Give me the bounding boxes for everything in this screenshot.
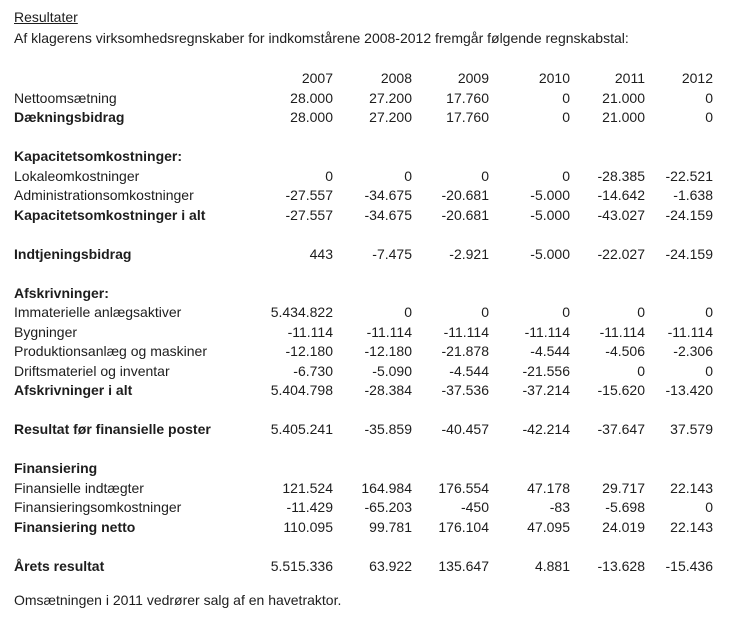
cell-value: 37.579 xyxy=(670,421,713,437)
spacer-cell xyxy=(14,401,713,421)
cell-value xyxy=(412,147,489,167)
cell-value: 0 xyxy=(637,304,645,320)
table-row xyxy=(14,381,713,401)
year-header: 2010 xyxy=(538,70,570,86)
row-label: Kapacitetsomkostninger: xyxy=(14,148,183,164)
spacer-row xyxy=(14,440,713,460)
label-column-header xyxy=(14,69,254,89)
cell-value: -34.675 xyxy=(364,206,412,223)
table-row xyxy=(14,206,713,226)
footnote-text: Omsætningen i 2011 vedrører salg af en havetraktor. xyxy=(14,592,342,608)
table-row xyxy=(14,147,713,167)
table-body xyxy=(14,89,713,577)
cell-value: 0 xyxy=(404,167,412,184)
cell-value xyxy=(645,147,713,167)
cell-value: 0 xyxy=(705,362,713,379)
table-row xyxy=(14,284,713,304)
cell-value xyxy=(489,147,570,167)
row-label: Dækningsbidrag xyxy=(14,109,125,125)
table-row xyxy=(14,557,713,577)
cell-value: 22.143 xyxy=(670,518,713,535)
cell-value xyxy=(412,459,489,479)
cell-value: 110.095 xyxy=(283,518,333,535)
row-label: Afskrivninger i alt xyxy=(14,382,133,398)
cell-value: 0 xyxy=(481,167,489,184)
cell-value xyxy=(570,284,645,304)
cell-value: -22.027 xyxy=(597,245,645,262)
cell-value: -21.878 xyxy=(441,343,489,359)
cell-value: 21.000 xyxy=(602,89,645,106)
table-row xyxy=(14,323,713,343)
cell-value: -11.114 xyxy=(599,323,645,340)
table-row xyxy=(14,498,713,518)
table-row xyxy=(14,459,713,479)
year-header: 2009 xyxy=(457,70,489,86)
spacer-cell xyxy=(14,264,713,284)
cell-value: -11.114 xyxy=(366,323,412,340)
row-label: Kapacitetsomkostninger i alt xyxy=(14,206,206,223)
cell-value: -28.385 xyxy=(597,167,645,184)
cell-value: -2.306 xyxy=(673,343,713,359)
cell-value: -12.180 xyxy=(364,343,412,359)
cell-value: -7.475 xyxy=(372,245,412,262)
cell-value: 99.781 xyxy=(369,518,412,535)
cell-value: 27.200 xyxy=(369,89,412,106)
cell-value: 0 xyxy=(562,89,570,106)
cell-value: -21.556 xyxy=(522,362,570,379)
cell-value: -13.420 xyxy=(665,382,713,398)
cell-value: -5.000 xyxy=(530,187,570,203)
cell-value: -35.859 xyxy=(364,421,412,437)
year-header: 2008 xyxy=(380,70,412,86)
cell-value: -37.536 xyxy=(441,382,489,398)
cell-value: -13.628 xyxy=(597,557,645,574)
cell-value: 0 xyxy=(705,109,713,125)
cell-value: -40.457 xyxy=(441,421,489,437)
cell-value: -11.114 xyxy=(524,323,570,340)
cell-value: -14.642 xyxy=(597,187,645,203)
spacer-row xyxy=(14,264,713,284)
cell-value: 47.178 xyxy=(527,479,570,496)
row-label: Resultat før finansielle poster xyxy=(14,421,211,437)
cell-value: 0 xyxy=(562,304,570,320)
spacer-cell xyxy=(14,440,713,460)
cell-value: 21.000 xyxy=(602,109,645,125)
cell-value: -11.114 xyxy=(667,323,713,340)
cell-value: -4.506 xyxy=(605,343,645,359)
row-label: Lokaleomkostninger xyxy=(14,167,140,184)
cell-value xyxy=(489,284,570,304)
cell-value: 121.524 xyxy=(282,479,333,496)
row-label: Afskrivninger: xyxy=(14,284,109,301)
table-row xyxy=(14,89,713,109)
cell-value xyxy=(645,284,713,304)
cell-value: 443 xyxy=(309,245,333,262)
row-label: Finansiering xyxy=(14,460,98,476)
cell-value: -6.730 xyxy=(293,362,333,379)
row-label: Finansiering netto xyxy=(14,518,136,535)
page-title: Resultater xyxy=(14,9,78,25)
table-row xyxy=(14,362,713,382)
cell-value: -450 xyxy=(460,499,489,515)
cell-value xyxy=(333,459,412,479)
cell-value xyxy=(254,147,333,167)
cell-value: 29.717 xyxy=(602,479,645,496)
cell-value: -5.090 xyxy=(372,362,412,379)
cell-value: -27.557 xyxy=(285,206,333,223)
cell-value xyxy=(570,459,645,479)
cell-value xyxy=(254,459,333,479)
cell-value: -20.681 xyxy=(441,206,489,223)
cell-value xyxy=(489,459,570,479)
cell-value: 0 xyxy=(705,499,713,515)
cell-value: -11.114 xyxy=(287,323,333,340)
cell-value: 164.984 xyxy=(361,479,412,496)
table-row xyxy=(14,167,713,187)
cell-value: -5.000 xyxy=(530,206,570,223)
row-label: Administrationsomkostninger xyxy=(14,187,194,203)
cell-value: -11.429 xyxy=(286,499,333,515)
cell-value xyxy=(333,147,412,167)
cell-value: 27.200 xyxy=(369,109,412,125)
year-header: 2012 xyxy=(681,70,713,86)
cell-value: 5.405.241 xyxy=(270,421,333,437)
cell-value: 4.881 xyxy=(534,557,570,574)
cell-value: -12.180 xyxy=(285,343,333,359)
cell-value: 0 xyxy=(404,304,412,320)
cell-value: 0 xyxy=(562,109,570,125)
cell-value: -5.698 xyxy=(605,499,645,515)
cell-value: -20.681 xyxy=(441,187,489,203)
cell-value: 135.647 xyxy=(438,557,489,574)
cell-value: -24.159 xyxy=(665,245,713,262)
cell-value: 22.143 xyxy=(670,479,713,496)
table-row xyxy=(14,479,713,499)
spacer-row xyxy=(14,401,713,421)
spacer-cell xyxy=(14,225,713,245)
row-label: Indtjeningsbidrag xyxy=(14,245,132,262)
cell-value: -5.000 xyxy=(530,245,570,262)
cell-value: 0 xyxy=(705,304,713,320)
cell-value: 5.404.798 xyxy=(270,382,333,398)
table-row xyxy=(14,245,713,265)
table-row xyxy=(14,342,713,362)
cell-value: 17.760 xyxy=(446,109,489,125)
year-header: 2007 xyxy=(301,70,333,86)
cell-value xyxy=(645,459,713,479)
cell-value: 0 xyxy=(325,167,333,184)
cell-value: -11.114 xyxy=(443,323,489,340)
cell-value xyxy=(333,284,412,304)
row-label: Driftsmateriel og inventar xyxy=(14,362,170,379)
cell-value: -43.027 xyxy=(597,206,645,223)
row-label: Nettoomsætning xyxy=(14,89,117,106)
spacer-row xyxy=(14,128,713,148)
row-label: Årets resultat xyxy=(14,557,105,574)
spacer-cell xyxy=(14,537,713,557)
year-header: 2011 xyxy=(614,70,645,86)
cell-value xyxy=(254,284,333,304)
table-row xyxy=(14,108,713,128)
table-row xyxy=(14,420,713,440)
cell-value: -37.647 xyxy=(597,421,645,437)
row-label: Finansielle indtægter xyxy=(14,479,144,496)
cell-value xyxy=(570,147,645,167)
cell-value: -27.557 xyxy=(285,187,333,203)
table-row xyxy=(14,186,713,206)
cell-value: 63.922 xyxy=(369,557,412,574)
cell-value xyxy=(412,284,489,304)
cell-value: -22.521 xyxy=(665,167,713,184)
cell-value: -37.214 xyxy=(522,382,570,398)
cell-value: 28.000 xyxy=(290,109,333,125)
cell-value: 0 xyxy=(637,362,645,379)
cell-value: 5.515.336 xyxy=(270,557,333,574)
cell-value: 28.000 xyxy=(290,89,333,106)
year-header-row xyxy=(14,69,713,89)
row-label: Immaterielle anlægsaktiver xyxy=(14,304,182,320)
cell-value: -34.675 xyxy=(364,187,412,203)
cell-value: 176.554 xyxy=(438,479,489,496)
cell-value: 5.434.822 xyxy=(270,304,333,320)
cell-value: -65.203 xyxy=(364,499,412,515)
spacer-row xyxy=(14,537,713,557)
cell-value: -24.159 xyxy=(665,206,713,223)
cell-value: -15.436 xyxy=(665,557,713,574)
cell-value: 0 xyxy=(481,304,489,320)
table-row xyxy=(14,518,713,538)
cell-value: -2.921 xyxy=(449,245,489,262)
intro-text: Af klagerens virksomhedsregnskaber for indkomstårene 2008-2012 fremgår følgende regnskabstal: xyxy=(14,30,629,46)
cell-value: -4.544 xyxy=(530,343,570,359)
row-label: Produktionsanlæg og maskiner xyxy=(14,343,207,359)
cell-value: -28.384 xyxy=(364,382,412,398)
spacer-row xyxy=(14,225,713,245)
spacer-cell xyxy=(14,128,713,148)
cell-value: 17.760 xyxy=(446,89,489,106)
cell-value: 176.104 xyxy=(438,518,489,535)
cell-value: 0 xyxy=(705,89,713,106)
cell-value: -4.544 xyxy=(449,362,489,379)
cell-value: 24.019 xyxy=(602,518,645,535)
row-label: Bygninger xyxy=(14,323,78,340)
row-label: Finansieringsomkostninger xyxy=(14,499,182,515)
cell-value: 0 xyxy=(562,167,570,184)
financial-table xyxy=(14,69,713,576)
cell-value: -1.638 xyxy=(673,187,713,203)
cell-value: -83 xyxy=(549,499,570,515)
cell-value: 47.095 xyxy=(527,518,570,535)
cell-value: -15.620 xyxy=(597,382,645,398)
table-row xyxy=(14,303,713,323)
cell-value: -42.214 xyxy=(522,421,570,437)
